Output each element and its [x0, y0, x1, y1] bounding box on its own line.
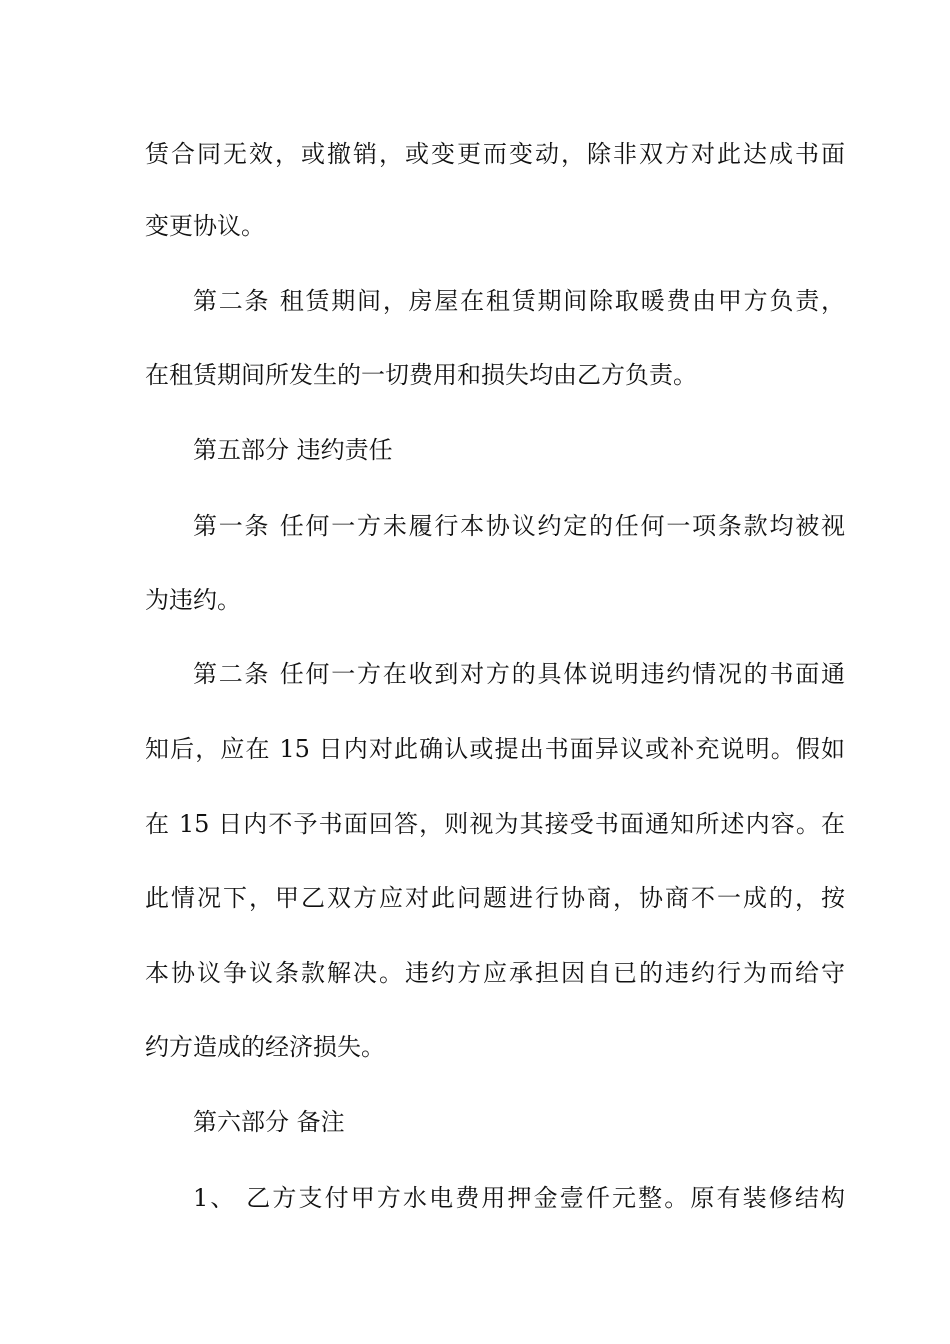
text-line-10: 在 15 日内不予书面回答，则视为其接受书面通知所述内容。在	[145, 810, 845, 838]
text-line-15: 1、 乙方支付甲方水电费用押金壹仟元整。原有装修结构	[193, 1184, 845, 1212]
section-heading-5: 第五部分 违约责任	[193, 436, 393, 464]
section-heading-6: 第六部分 备注	[193, 1108, 345, 1136]
text-line-7: 为违约。	[145, 586, 241, 614]
text-line-8: 第二条 任何一方在收到对方的具体说明违约情况的书面通	[193, 660, 845, 688]
text-line-11: 此情况下，甲乙双方应对此问题进行协商，协商不一成的，按	[145, 884, 845, 912]
text-line-6: 第一条 任何一方未履行本协议约定的任何一项条款均被视	[193, 512, 845, 540]
text-line-3: 第二条 租赁期间，房屋在租赁期间除取暖费由甲方负责，	[193, 287, 845, 315]
text-line-1: 赁合同无效，或撤销，或变更而变动，除非双方对此达成书面	[145, 140, 845, 168]
text-line-2: 变更协议。	[145, 212, 265, 240]
text-line-12: 本协议争议条款解决。违约方应承担因自已的违约行为而给守	[145, 959, 845, 987]
text-line-4: 在租赁期间所发生的一切费用和损失均由乙方负责。	[145, 361, 697, 389]
text-line-9: 知后，应在 15 日内对此确认或提出书面异议或补充说明。假如	[145, 735, 845, 763]
text-line-13: 约方造成的经济损失。	[145, 1033, 385, 1061]
